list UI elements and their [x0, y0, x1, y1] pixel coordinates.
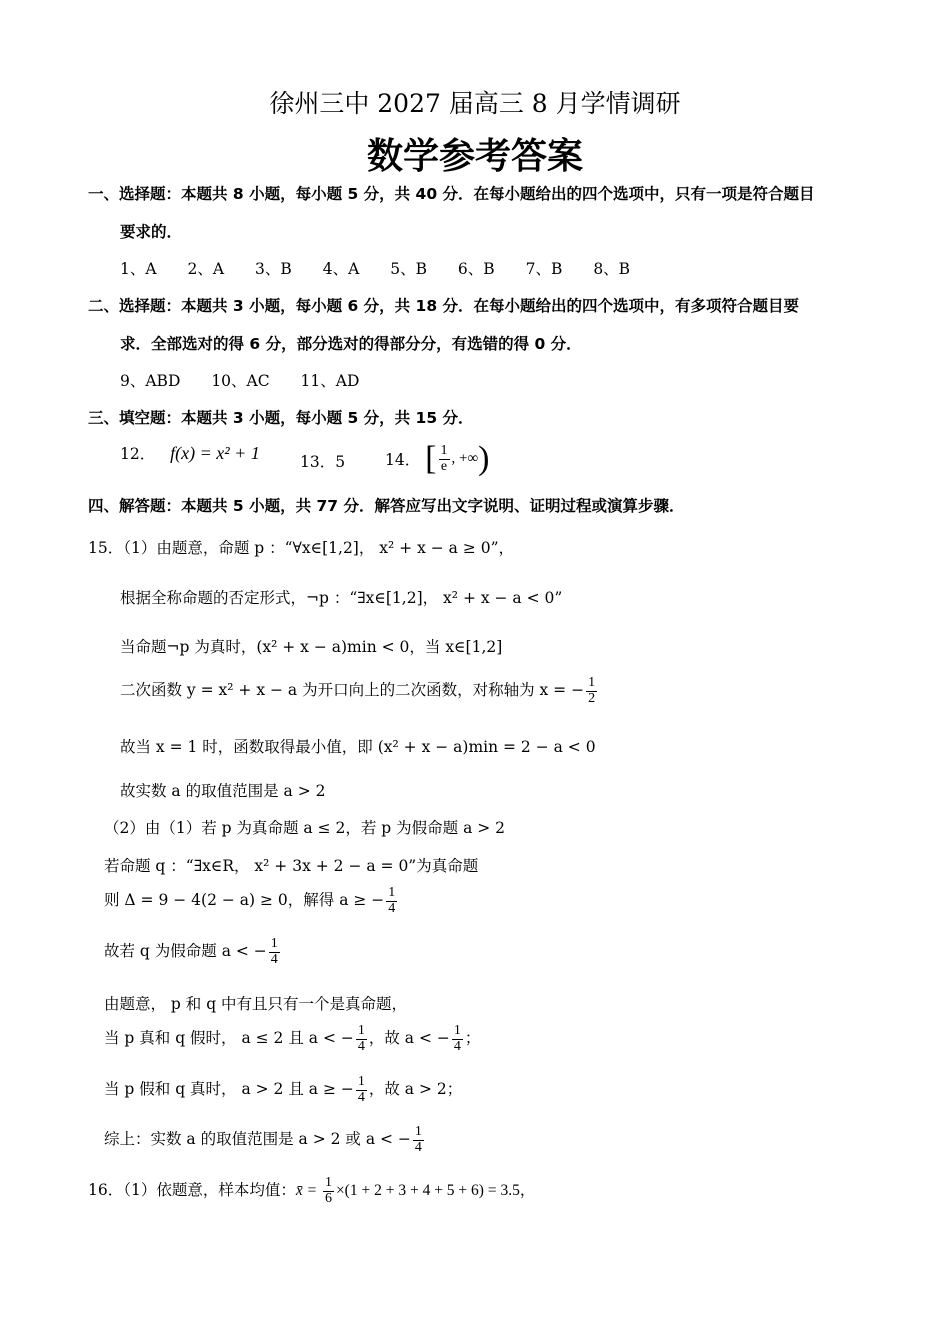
bracket-left: [: [425, 440, 437, 477]
q15-line13: [104, 1075, 462, 1105]
answer-12-label: 12．: [120, 445, 156, 463]
section2-answers: [120, 369, 385, 391]
fraction-quarter: $\frac{1}{4}$: [388, 885, 396, 916]
answer-10: 10、AC: [211, 372, 270, 390]
q15-line14-text: 综上：实数 a 的取值范围是 a > 2 或 a < −: [104, 1130, 411, 1149]
paren-right: ): [478, 440, 490, 477]
q15-line14: [104, 1125, 426, 1155]
q16-line1-text: 16．（1）依题意，样本均值：: [88, 1181, 296, 1200]
section2-heading-cont: 求．全部选对的得 6 分，部分选对的得部分分，有选错的得 0 分．: [120, 335, 582, 353]
q15-line10: [104, 937, 282, 967]
section4-heading: 四、解答题：本题共 5 小题，共 77 分．解答应写出文字说明、证明过程或演算步骤．: [88, 497, 685, 515]
section2-heading: 二、选择题：本题共 3 小题，每小题 6 分，共 18 分．在每小题给出的四个选项中，有多项符合题目要: [88, 297, 800, 315]
q15-line12: [104, 1024, 480, 1054]
q15-line2: 根据全称命题的否定形式，¬p ：“∃x∈[1,2]， x² + x − a < 0”: [120, 589, 563, 607]
fraction-quarter: $\frac{1}{4}$: [270, 936, 278, 967]
answer-14-rest: , +∞: [451, 450, 479, 467]
section1-answers: [120, 257, 656, 279]
q15-line1: 15．（1）由题意，命题 p ：“∀x∈[1,2]， x² + x − a ≥ 0”，: [88, 539, 515, 557]
fraction-quarter: $\frac{1}{4}$: [357, 1074, 365, 1105]
answer-14-fraction: $\frac{1}{e}$: [440, 442, 448, 474]
answer-13: 13．5: [300, 453, 346, 471]
q16-mean-symbol: x̄ =: [295, 1182, 321, 1200]
section1-heading: 一、选择题：本题共 8 小题，每小题 5 分，共 40 分．在每小题给出的四个选项中，只有一项是符合题目: [88, 185, 815, 203]
answer-1: 1、A: [120, 260, 157, 278]
answer-11: 11、AD: [300, 372, 360, 390]
q15-line8: 若命题 q ：“∃x∈R， x² + 3x + 2 − a = 0”为真命题: [104, 857, 479, 875]
q15-line12-end: ；: [464, 1029, 481, 1048]
answer-9: 9、ABD: [120, 372, 181, 390]
answer-12-row: [120, 442, 260, 464]
fraction-quarter: $\frac{1}{4}$: [414, 1124, 422, 1155]
q15-line12-text: 当 p 真和 q 假时， a ≤ 2 且 a < −: [104, 1029, 354, 1048]
q15-line3: 当命题¬p 为真时，(x² + x − a)min < 0，当 x∈[1,2]: [120, 638, 503, 656]
fraction-half: $\frac{1}{2}$: [588, 675, 596, 706]
q15-line13-text2: ，故 a > 2；: [368, 1080, 463, 1099]
q15-line4-text: 二次函数 y = x² + x − a 为开口向上的二次函数，对称轴为 x = −: [120, 681, 585, 700]
q15-line11: 由题意， p 和 q 中有且只有一个是真命题，: [104, 995, 408, 1013]
doc-title: 徐州三中 2027 届高三 8 月学情调研: [269, 89, 681, 118]
q15-line13-text: 当 p 假和 q 真时， a > 2 且 a ≥ −: [104, 1080, 354, 1099]
answer-4: 4、A: [322, 260, 360, 278]
answer-5: 5、B: [390, 260, 427, 278]
answer-14-row: [385, 440, 489, 478]
q15-line7: （2）由（1）若 p 为真命题 a ≤ 2，若 p 为假命题 a > 2: [104, 819, 506, 837]
answer-3: 3、B: [255, 260, 292, 278]
q16-line1-rest: ×(1 + 2 + 3 + 4 + 5 + 6) = 3.5，: [335, 1182, 536, 1200]
doc-subtitle: 数学参考答案: [366, 136, 583, 177]
q15-line4: [120, 676, 599, 706]
q15-line6: 故实数 a 的取值范围是 a > 2: [120, 782, 326, 800]
q15-line10-text: 故若 q 为假命题 a < −: [104, 942, 267, 961]
answer-6: 6、B: [457, 260, 495, 278]
q15-line12-text2: ，故 a < −: [368, 1029, 450, 1048]
q15-line9-text: 则 Δ = 9 − 4(2 − a) ≥ 0，解得 a ≥ −: [104, 891, 385, 910]
q16-line1: [88, 1176, 535, 1206]
answer-7: 7、B: [525, 260, 563, 278]
q15-line5: 故当 x = 1 时，函数取得最小值，即 (x² + x − a)min = 2 − a < 0: [120, 738, 596, 756]
answer-8: 8、B: [593, 260, 631, 278]
answer-12: f(x) = x² + 1: [170, 443, 260, 463]
q15-line9: [104, 886, 399, 916]
answer-2: 2、A: [187, 260, 225, 278]
fraction-quarter: $\frac{1}{4}$: [453, 1023, 461, 1054]
fraction-sixth: $\frac{1}{6}$: [324, 1175, 332, 1206]
section3-heading: 三、填空题：本题共 3 小题，每小题 5 分，共 15 分．: [88, 409, 474, 427]
section1-heading-cont: 要求的．: [120, 223, 183, 241]
answer-14-label: 14．: [385, 451, 421, 469]
fraction-quarter: $\frac{1}{4}$: [357, 1023, 365, 1054]
